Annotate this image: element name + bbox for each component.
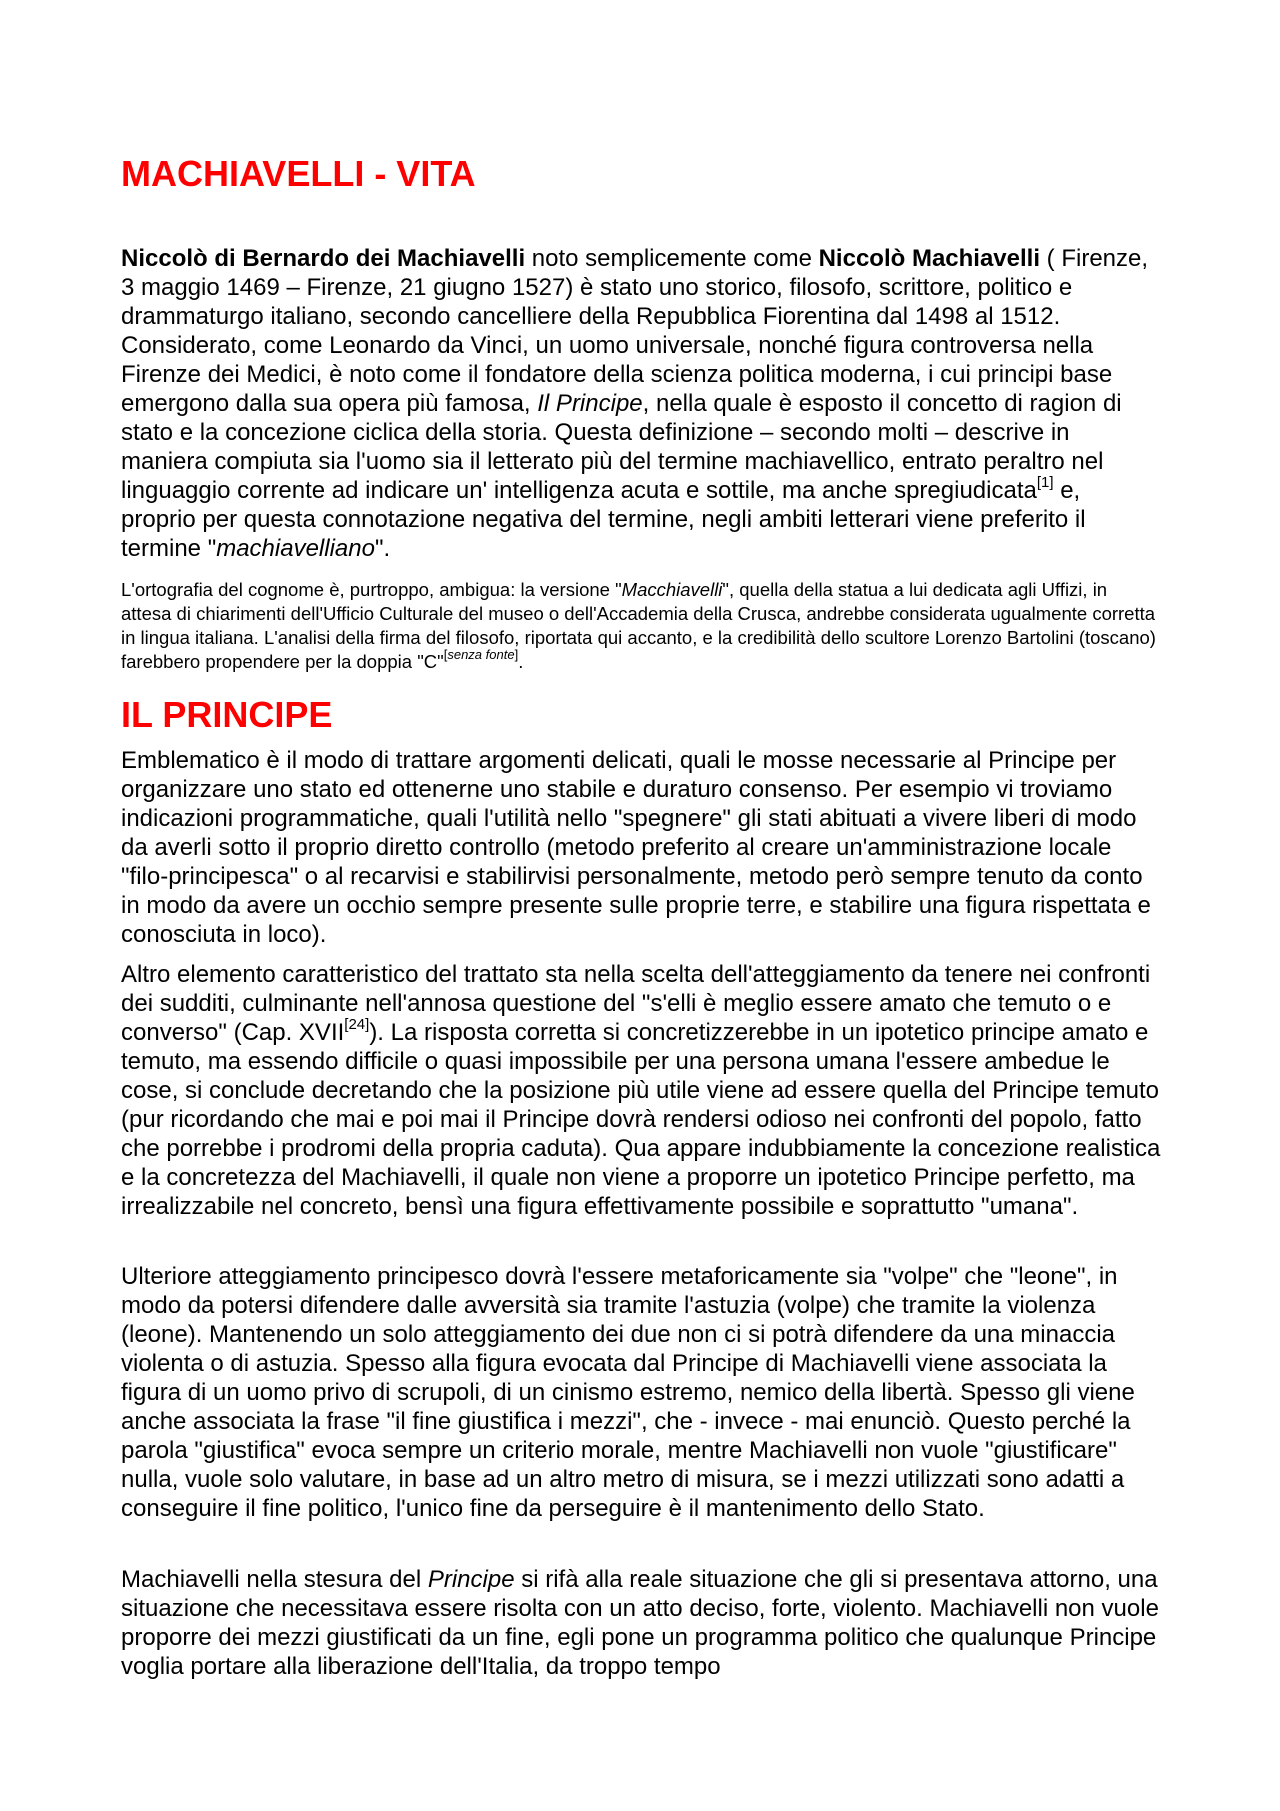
p4-text-2: si rifà alla reale situazione che gli si presentava attorno, una situazione che necessitava essere risolta con un atto deciso, forte, violento. Machiavelli non vuole proporre dei mezzi giustificati da un fine, egli pone un programma politico che qualunque Principe voglia portare alla liberazione dell'Italia, da troppo tempo: [121, 1566, 1159, 1680]
intro-text-3: , nella quale è esposto il concetto di ragion di stato e la concezione ciclica della storia. Questa definizione – secondo molti – descrive in maniera compiuta sia l'uomo sia il letterato più del termine machiavellico, entrato peraltro nel linguaggio corrente ad indicare un' intelligenza acuta e sottile, ma anche spregiudicata: [121, 390, 1122, 504]
paragraph-principe-3: Ulteriore atteggiamento principesco dovrà l'essere metaforicamente sia "volpe" che "leone", in modo da potersi difendere dalle avversità sia tramite l'astuzia (volpe) che tramite la violenza (leone). Mantenendo un solo atteggiamento dei due non ci si potrà difendere da una minaccia violenta o di astuzia. Spesso alla figura evocata dal Principe di Machiavelli viene associata la figura di un uomo privo di scrupoli, di un cinismo estremo, nemico della libertà. Spesso gli viene anche associata la frase "il fine giustifica i mezzi", che - invece - mai enunciò. Questo perché la parola "giustifica" evoca sempre un criterio morale, mentre Machiavelli non vuole "giustificare" nulla, vuole solo valutare, in base ad un altro metro di misura, se i mezzi utilizzati sono adatti a conseguire il fine politico, l'unico fine da perseguire è il mantenimento dello Stato.: [121, 1263, 1135, 1522]
paragraph-principe-1: Emblematico è il modo di trattare argomenti delicati, quali le mosse necessarie al Principe per organizzare uno stato ed ottenerne uno stabile e duraturo consenso. Per esempio vi troviamo indicazioni programmatiche, quali l'utilità nello "spegnere" gli stati abituati a vivere liberi di modo da averli sotto il proprio diretto controllo (metodo preferito al creare un'amministrazione locale "filo-principesca" o al recarvisi e stabilirvisi personalmente, metodo però sempre tenuto da conto in modo da avere un occhio sempre presente sulle proprie terre, e stabilire una figura rispettata e conosciuta in loco).: [121, 747, 1151, 948]
citation-text: senza fonte: [447, 646, 515, 662]
paragraph-spelling-note: [121, 578, 1161, 674]
note-italic: Macchiavelli: [621, 579, 723, 600]
citation-open: [: [443, 646, 448, 662]
heading-principe: IL PRINCIPE: [121, 694, 333, 735]
intro-text-4: e, proprio per questa connotazione negativa del termine, negli ambiti letterari viene preferito il termine ": [121, 477, 1086, 562]
intro-bold-name: Niccolò di Bernardo dei Machiavelli: [121, 245, 526, 272]
heading-vita: MACHIAVELLI - VITA: [121, 153, 476, 194]
citation-close: ]: [514, 646, 519, 662]
note-text-1: L'ortografia del cognome è, purtroppo, ambigua: la versione ": [121, 579, 622, 600]
paragraph-principe-4: [121, 1565, 1161, 1681]
p2-text-1: Altro elemento caratteristico del trattato sta nella scelta dell'atteggiamento da tenere nei confronti dei sudditi, culminante nell'annosa questione del "s'elli è meglio essere amato che temuto o e converso" (Cap. XVII: [121, 961, 1151, 1046]
p4-text-1: Machiavelli nella stesura del: [121, 1566, 428, 1593]
intro-bold-short: Niccolò Machiavelli: [818, 245, 1041, 272]
paragraph-intro: [121, 244, 1161, 563]
intro-italic-work: Il Principe: [537, 390, 643, 417]
footnote-ref-24[interactable]: [24]: [344, 1016, 370, 1033]
intro-text-1: noto semplicemente come: [525, 245, 819, 272]
footnote-ref-1[interactable]: [1]: [1036, 474, 1054, 491]
intro-text-2: ( Firenze, 3 maggio 1469 – Firenze, 21 giugno 1527) è stato uno storico, filosofo, scrittore, politico e drammaturgo italiano, secondo cancelliere della Repubblica Fiorentina dal 1498 al 1512. Considerato, come Leonardo da Vinci, un uomo universale, nonché figura controversa nella Firenze dei Medici, è noto come il fondatore della scienza politica moderna, i cui principi base emergono dalla sua opera più famosa,: [121, 245, 1149, 417]
intro-italic-term: machiavelliano: [216, 535, 375, 562]
note-text-3: .: [518, 651, 524, 672]
citation-needed[interactable]: [444, 647, 518, 662]
intro-text-5: ".: [374, 535, 391, 562]
p4-italic: Principe: [427, 1566, 515, 1593]
note-text-2: ", quella della statua a lui dedicata agli Uffizi, in attesa di chiarimenti dell'Ufficio Culturale del museo o dell'Accademia della Crusca, andrebbe considerata ugualmente corretta in lingua italiana. L'analisi della firma del filosofo, riportata qui accanto, e la credibilità dello scultore Lorenzo Bartolini (toscano) farebbero propendere per la doppia "C": [121, 579, 1156, 672]
paragraph-principe-2: [121, 960, 1161, 1221]
p2-text-2: ). La risposta corretta si concretizzerebbe in un ipotetico principe amato e temuto, ma essendo difficile o quasi impossibile per una persona umana l'essere ambedue le cose, si conclude decretando che la posizione più utile viene ad essere quella del Principe temuto (pur ricordando che mai e poi mai il Principe dovrà rendersi odioso nei confronti del popolo, fatto che porrebbe i prodromi della propria caduta). Qua appare indubbiamente la concezione realistica e la concretezza del Machiavelli, il quale non viene a proporre un ipotetico Principe perfetto, ma irrealizzabile nel concreto, bensì una figura effettivamente possibile e soprattutto "umana".: [121, 1019, 1161, 1220]
